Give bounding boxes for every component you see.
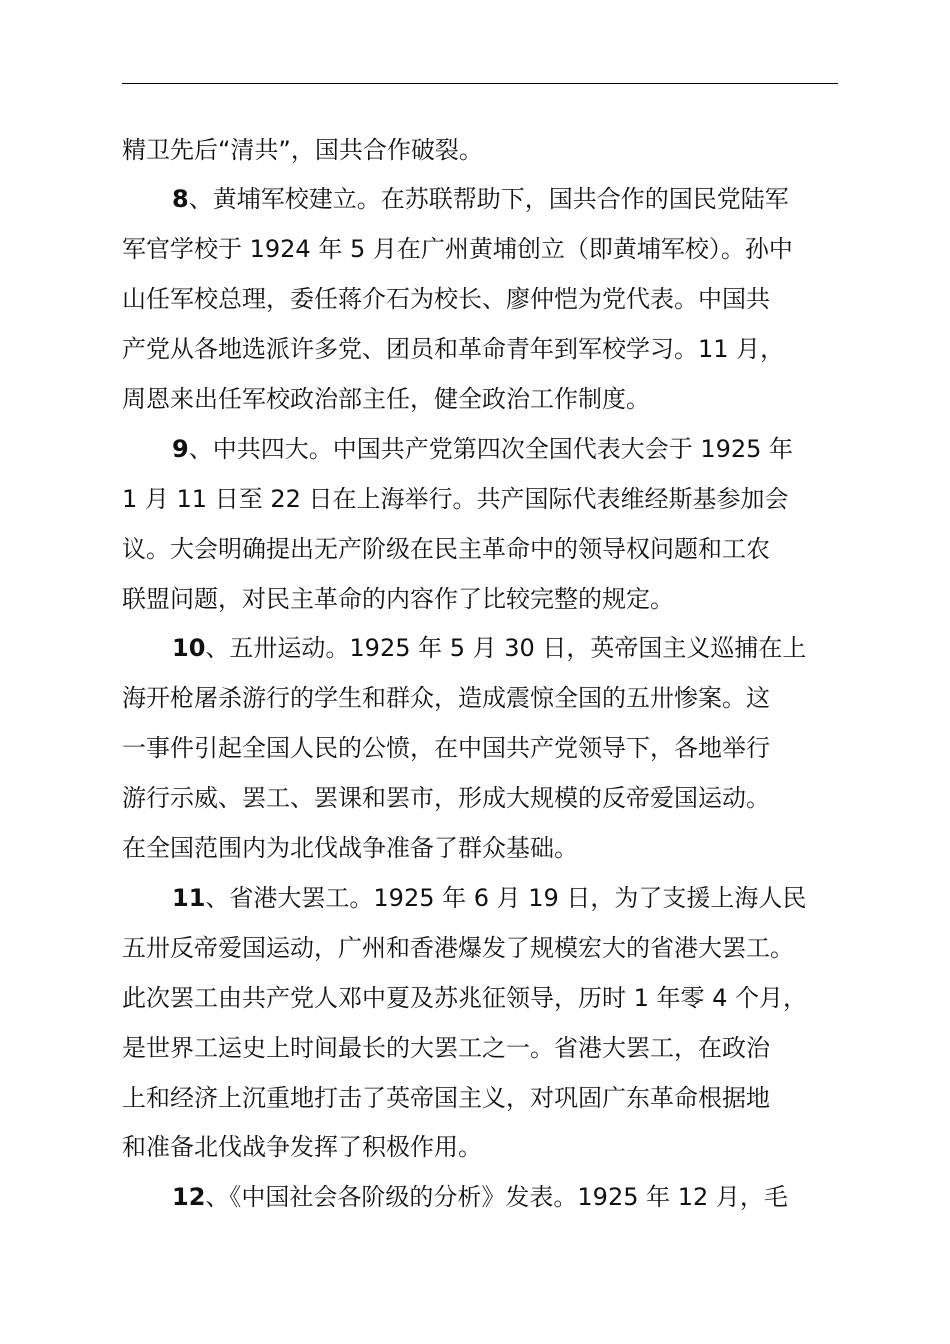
- item-12-first-line: [172, 1179, 788, 1215]
- item-text: 、省港大罢工。1925 年 6 月 19 日，为了支援上海人民: [205, 884, 807, 912]
- text-line: 在全国范围内为北伐战争准备了群众基础。: [122, 834, 578, 862]
- text-line: 海开枪屠杀游行的学生和群众，造成震惊全国的五卅惨案。这: [122, 684, 770, 712]
- text-line: 游行示威、罢工、罢课和罢市，形成大规模的反帝爱国运动。: [122, 784, 770, 812]
- header-rule: [122, 83, 838, 84]
- item-text: 、五卅运动。1925 年 5 月 30 日，英帝国主义巡捕在上: [205, 634, 807, 662]
- text-line: 此次罢工由共产党人邓中夏及苏兆征领导，历时 1 年零 4 个月，: [122, 984, 808, 1012]
- item-11-first-line: [172, 880, 806, 916]
- item-8-first-line: [172, 181, 789, 217]
- item-number: 9: [172, 435, 189, 463]
- item-text: 、中共四大。中国共产党第四次全国代表大会于 1925 年: [188, 435, 794, 463]
- text-line: 联盟问题，对民主革命的内容作了比较完整的规定。: [122, 585, 674, 613]
- text-line: 一事件引起全国人民的公愤，在中国共产党领导下，各地举行: [122, 734, 770, 762]
- item-number: 11: [172, 884, 206, 912]
- item-number: 12: [172, 1183, 206, 1211]
- text-line: 产党从各地选派许多党、团员和革命青年到军校学习。11 月，: [122, 335, 785, 363]
- text-line: 精卫先后“清共”，国共合作破裂。: [122, 136, 483, 164]
- text-line: 议。大会明确提出无产阶级在民主革命中的领导权问题和工农: [122, 535, 770, 563]
- item-text: 、黄埔军校建立。在苏联帮助下，国共合作的国民党陆军: [188, 185, 789, 213]
- text-line: 山任军校总理，委任蒋介石为校长、廖仲恺为党代表。中国共: [122, 285, 770, 313]
- text-line: 和准备北伐战争发挥了积极作用。: [122, 1133, 482, 1161]
- text-line: 五卅反帝爱国运动，广州和香港爆发了规模宏大的省港大罢工。: [122, 934, 794, 962]
- item-number: 8: [172, 185, 189, 213]
- item-10-first-line: [172, 630, 806, 666]
- text-line: 1 月 11 日至 22 日在上海举行。共产国际代表维经斯基参加会: [122, 485, 789, 513]
- text-line: 周恩来出任军校政治部主任，健全政治工作制度。: [122, 385, 650, 413]
- item-text: 、《中国社会各阶级的分析》发表。1925 年 12 月，毛: [205, 1183, 788, 1211]
- text-line: 军官学校于 1924 年 5 月在广州黄埔创立（即黄埔军校）。孙中: [122, 235, 793, 263]
- item-number: 10: [172, 634, 206, 662]
- text-line: 上和经济上沉重地打击了英帝国主义，对巩固广东革命根据地: [122, 1084, 770, 1112]
- text-line: 是世界工运史上时间最长的大罢工之一。省港大罢工，在政治: [122, 1034, 770, 1062]
- item-9-first-line: [172, 431, 793, 467]
